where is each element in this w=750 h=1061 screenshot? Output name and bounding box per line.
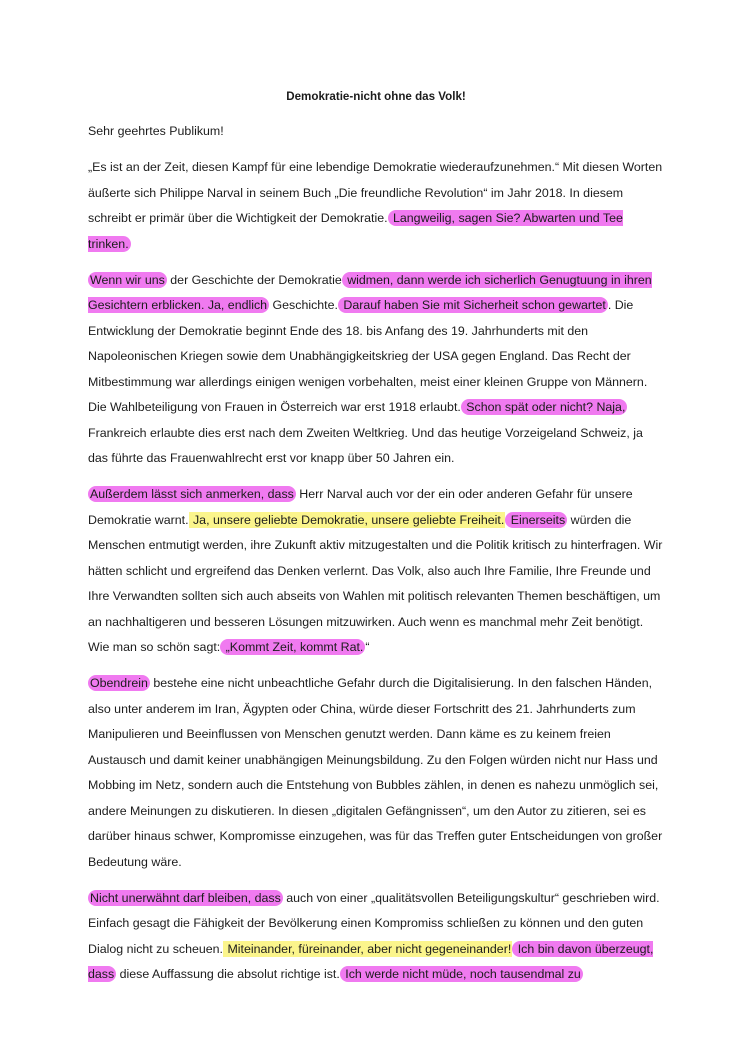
pink-highlight: Langweilig, sagen Sie? Abwarten und Tee trinken.: [88, 211, 623, 251]
document-title: Demokratie-nicht ohne das Volk!: [286, 90, 466, 103]
pink-highlight: Darauf haben Sie mit Sicherheit schon gewartet: [339, 298, 606, 312]
text-segment: bestehe eine nicht unbeachtliche Gefahr durch die Digitalisierung. In den falschen Händen, also unter anderem im Iran, Ägypten oder China, würde dieser Fortschritt des 21. Jahrhunderts zum Manipulieren und Beeinflussen von Menschen genutzt werden. Dann käme es zu keinem freien Austausch und damit keiner unabhängigen Meinungsbildung. Zu den Folgen würden nicht nur Hass und Mobbing im Netz, sondern auch die Entstehung von Bubbles zählen, in denen es nahezu unmöglich sei, andere Meinungen zu diskutieren. In diesen „digitalen Gefängnissen“, um den Autor zu zitieren, sei es darüber hinaus schwer, Kompromisse einzugehen, was für das Treffen guter Entscheidungen von großer Bedeutung wäre.: [88, 676, 663, 869]
paragraph-5: [88, 886, 664, 988]
text-segment: diese Auffassung die absolut richtige ist.: [116, 967, 340, 981]
text-segment: würden die Menschen entmutigt werden, ihre Zukunft aktiv mitzugestalten und die Politik kritisch zu hinterfragen. Wir hätten schlicht und ergreifend das Denken verlernt. Das Volk, also auch Ihre Familie, Ihre Freunde und Ihre Verwandten sollten sich auch abseits von Wahlen mit politisch relevanten Themen beschäftigen, um an nachhaltigeren und besseren Lösungen mitzuwirken. Auch wenn es manchmal mehr Zeit benötigt. Wie man so schön sagt:: [88, 512, 663, 654]
text-segment: Herr Narval auch vor der ein oder anderen Gefahr für unsere Demokratie warnt.: [88, 487, 633, 527]
pink-highlight: Ich bin davon überzeugt, dass: [88, 941, 654, 981]
paragraph-4: [88, 671, 664, 875]
pink-highlight: „Kommt Zeit, kommt Rat.: [222, 640, 364, 654]
yellow-highlight: Miteinander, füreinander, aber nicht gegeneinander!: [224, 941, 512, 956]
text-segment: auch von einer „qualitätsvollen Beteiligungskultur“ geschrieben wird. Einfach gesagt die Fähigkeit der Bevölkerung einen Kompromiss schließen zu können und den guten Dialog nicht zu scheuen.: [88, 890, 660, 956]
pink-highlight: Einerseits: [507, 512, 566, 527]
text-segment: Frankreich erlaubte dies erst nach dem Zweiten Weltkrieg. Und das heutige Vorzeigeland Schweiz, ja das führte das Frauenwahlrecht erst vor knapp über 50 Jahren ein.: [88, 425, 643, 465]
paragraph-2: [88, 268, 664, 472]
paragraph-3: [88, 482, 664, 661]
text-segment: Geschichte.: [269, 298, 338, 312]
text-segment: der Geschichte der Demokratie: [166, 272, 342, 287]
text-segment: „Es ist an der Zeit, diesen Kampf für eine lebendige Demokratie wiederaufzunehmen.“ Mit diesen Worten äußerte sich Philippe Narval in seinem Buch „Die freundliche Revolution“ im Jahr 2018. In diesem schreibt er primär über die Wichtigkeit der Demokratie.: [88, 160, 663, 225]
text-segment: . Die Entwicklung der Demokratie beginnt Ende des 18. bis Anfang des 19. Jahrhunderts mit den Napoleonischen Kriegen sowie dem Unabhängigkeitskrieg der USA gegen England. Das Recht der Mitbestimmung war allerdings einigen wenigen vorbehalten, meist einer kleinen Gruppe von Männern. Die Wahlbeteiligung von Frauen in Österreich war erst 1918 erlaubt.: [88, 298, 648, 414]
pink-highlight: Außerdem lässt sich anmerken, dass: [90, 487, 294, 501]
paragraph-1: [88, 155, 664, 257]
pink-highlight: widmen, dann werde ich sicherlich Genugtuung in ihren Gesichtern erblicken. Ja, endlich: [88, 272, 652, 312]
text-segment: “: [365, 640, 370, 654]
pink-highlight: Obendrein: [90, 676, 148, 690]
pink-highlight: Ich werde nicht müde, noch tausendmal zu: [341, 967, 581, 981]
salutation: Sehr geehrtes Publikum!: [88, 124, 224, 138]
pink-highlight: Nicht unerwähnt darf bleiben, dass: [90, 890, 281, 905]
yellow-highlight: Ja, unsere geliebte Demokratie, unsere geliebte Freiheit.: [189, 512, 505, 527]
pink-highlight: Schon spät oder nicht? Naja,: [462, 400, 626, 414]
pink-highlight: Wenn wir uns: [90, 272, 165, 287]
